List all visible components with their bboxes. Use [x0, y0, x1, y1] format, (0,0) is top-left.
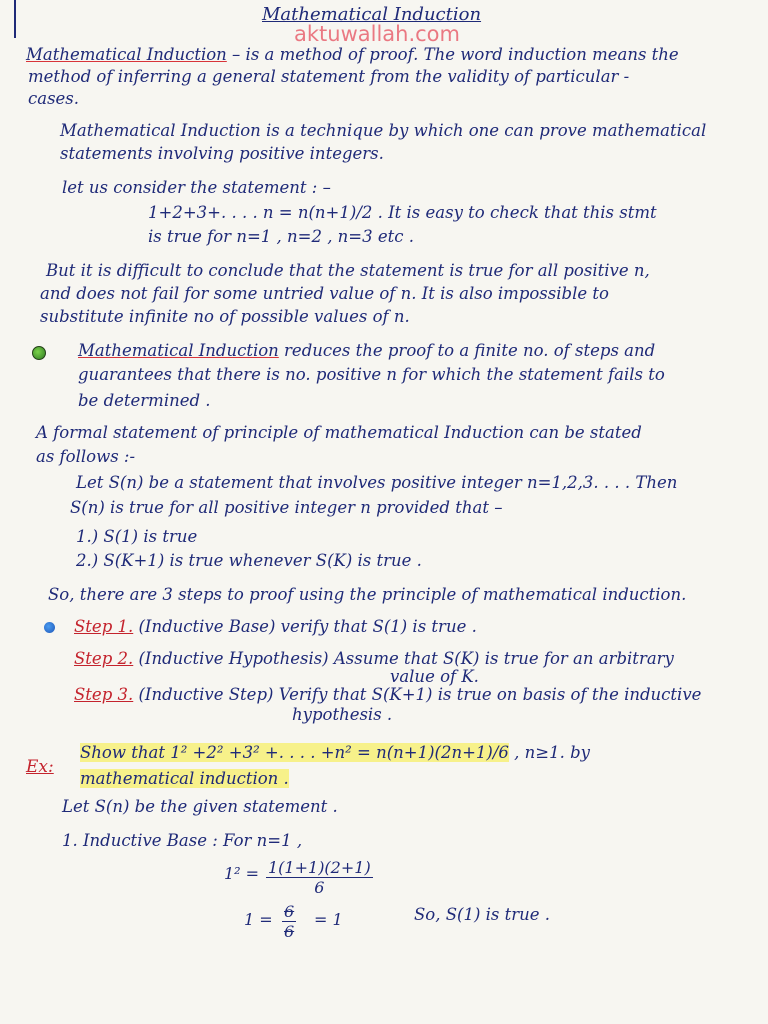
statement-line-2: is true for n=1 , n=2 , n=3 etc .: [148, 227, 415, 246]
difficulty-line-3: substitute infinite no of possible values of n.: [40, 307, 410, 326]
calc-lhs: 1 =: [244, 910, 273, 929]
steps-intro: So, there are 3 steps to proof using the principle of mathematical induction.: [48, 585, 687, 604]
base-fraction: [266, 858, 373, 897]
example-method: mathematical induction .: [80, 769, 289, 788]
step-3-continuation: hypothesis .: [292, 705, 393, 724]
difficulty-line-1: But it is difficult to conclude that the statement is true for all positive n,: [46, 261, 650, 280]
blue-bullet-icon: [44, 622, 55, 633]
margin-line: [14, 0, 16, 38]
green-bullet-icon: [32, 346, 46, 360]
principle-line-2: S(n) is true for all positive integer n provided that –: [70, 498, 503, 517]
condition-1: 1.) S(1) is true: [76, 527, 198, 546]
definition-text: – is a method of proof. The word induction means the: [226, 45, 679, 64]
definition-line-2: method of inferring a general statement from the validity of particular -: [28, 67, 630, 86]
technique-line-2: statements involving positive integers.: [60, 144, 384, 163]
example-condition: , n≥1. by: [514, 743, 590, 762]
conclusion: So, S(1) is true .: [414, 905, 551, 924]
step-3: [74, 684, 701, 706]
step-2-text: (Inductive Hypothesis) Assume that S(K) is true for an arbitrary: [133, 649, 674, 668]
step-3-label: Step 3.: [74, 685, 134, 704]
step-2: [74, 648, 674, 670]
reduces-term: Mathematical Induction: [78, 341, 279, 360]
example-label: Ex:: [26, 757, 54, 777]
base-fraction-numerator: 1(1+1)(2+1): [268, 858, 371, 877]
condition-2: 2.) S(K+1) is true whenever S(K) is true .: [76, 551, 422, 570]
step-1-label: Step 1.: [74, 617, 134, 636]
page-title: Mathematical Induction: [262, 4, 482, 25]
technique-line-1: Mathematical Induction is a technique by which one can prove mathematical: [60, 121, 707, 140]
calc-fraction: [282, 902, 296, 941]
base-fraction-denominator: 6: [314, 878, 325, 897]
definition-line-1: [26, 44, 679, 66]
principle-line-1: Let S(n) be a statement that involves positive integer n=1,2,3. . . . Then: [76, 473, 678, 492]
step-3-text: (Inductive Step) Verify that S(K+1) is true on basis of the inductive: [133, 685, 702, 704]
base-lhs: 1² =: [224, 864, 260, 883]
formal-line-2: as follows :-: [36, 447, 136, 466]
example-line-2: [80, 768, 289, 790]
calc-fraction-numerator: 6: [284, 902, 295, 921]
example-line-1: [80, 742, 590, 764]
step-2-label: Step 2.: [74, 649, 134, 668]
calc-fraction-denominator: 6: [284, 922, 295, 941]
reduces-line-3: be determined .: [78, 391, 211, 410]
formal-line-1: A formal statement of principle of mathematical Induction can be stated: [36, 423, 642, 442]
step-1: [74, 616, 477, 638]
reduces-text: reduces the proof to a finite no. of steps and: [278, 341, 656, 360]
statement-line-1: 1+2+3+. . . . n = n(n+1)/2 . It is easy to check that this stmt: [148, 203, 657, 222]
definition-term: Mathematical Induction: [26, 45, 227, 64]
reduces-line-2: guarantees that there is no. positive n for which the statement fails to: [78, 365, 665, 384]
step-1-text: (Inductive Base) verify that S(1) is true .: [133, 617, 477, 636]
calc-rhs: = 1: [314, 910, 343, 929]
given-statement: Let S(n) be the given statement .: [62, 797, 338, 816]
inductive-base-line: 1. Inductive Base : For n=1 ,: [62, 831, 303, 850]
watermark: aktuwallah.com: [294, 22, 460, 46]
difficulty-line-2: and does not fail for some untried value of n. It is also impossible to: [40, 284, 609, 303]
consider-line: let us consider the statement : –: [62, 178, 331, 197]
example-statement: Show that 1² +2² +3² +. . . . +n² = n(n+1)(2n+1)/6: [80, 743, 509, 762]
definition-line-3: cases.: [28, 89, 80, 108]
reduces-line-1: [78, 340, 655, 362]
step-2-continuation: value of K.: [390, 667, 479, 686]
